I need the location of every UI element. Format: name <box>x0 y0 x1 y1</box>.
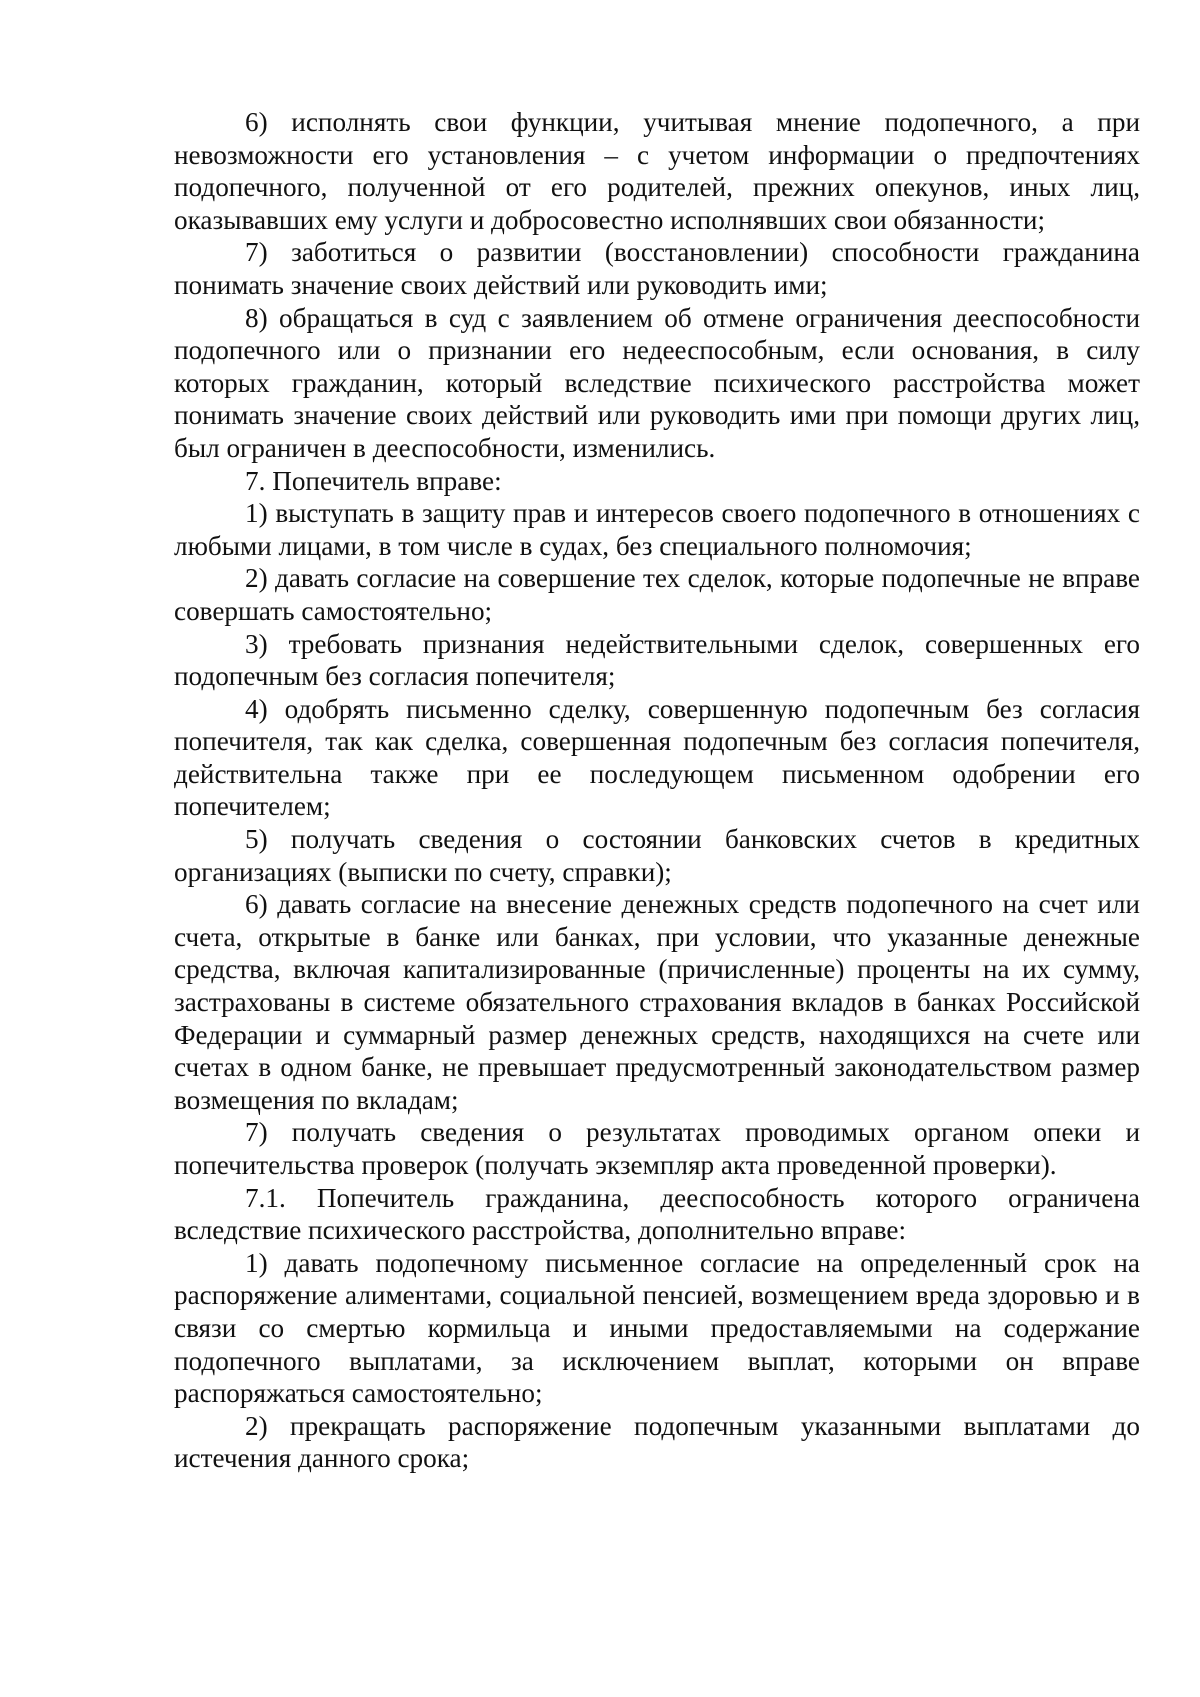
paragraph-7-item-3: 3) требовать признания недействительными сделок, совершенных его подопечным без согласия попечителя; <box>174 628 1140 692</box>
paragraph-7-item-5: 5) получать сведения о состоянии банковских счетов в кредитных организациях (выписки по счету, справки); <box>174 824 1140 887</box>
paragraph-item-7: 7) заботиться о развитии (восстановлении) способности гражданина понимать значение своих действий или руководить ими; <box>174 237 1140 300</box>
section-heading-7: 7. Попечитель вправе: <box>245 465 502 496</box>
paragraph-7-item-4: 4) одобрять письменно сделку, совершенную подопечным без согласия попечителя, так как сделка, совершенная подопечным без согласия попечителя, действительна также при ее последующем письменном одобрении его попечителем; <box>174 693 1140 822</box>
paragraph-7-item-6: 6) давать согласие на внесение денежных средств подопечного на счет или счета, открытые в банке или банках, при условии, что указанные денежные средства, включая капитализированные (причисленные) проценты на их сумму, застрахованы в системе обязательного страхования вкладов в банках Российской Федерации и суммарный размер денежных средств, находящихся на счете или счетах в одном банке, не превышает предусмотренный законодательством размер возмещения по вкладам; <box>174 889 1140 1115</box>
document-page <box>174 106 1140 1475</box>
paragraph-7-item-2: 2) давать согласие на совершение тех сделок, которые подопечные не вправе совершать самостоятельно; <box>174 563 1140 626</box>
section-heading-7-1: 7.1. Попечитель гражданина, дееспособность которого ограничена вследствие психического расстройства, дополнительно вправе: <box>174 1182 1140 1246</box>
paragraph-item-8: 8) обращаться в суд с заявлением об отмене ограничения дееспособности подопечного или о признании его недееспособным, если основания, в силу которых гражданин, который вследствие психического расстройства может понимать значение своих действий или руководить ими при помощи других лиц, был ограничен в дееспособности, изменились. <box>174 302 1140 463</box>
paragraph-7-item-7: 7) получать сведения о результатах проводимых органом опеки и попечительства проверок (получать экземпляр акта проведенной проверки). <box>174 1117 1140 1180</box>
paragraph-7-item-1: 1) выступать в защиту прав и интересов своего подопечного в отношениях с любыми лицами, в том числе в судах, без специального полномочия; <box>174 498 1140 561</box>
paragraph-item-6: 6) исполнять свои функции, учитывая мнение подопечного, а при невозможности его установления – с учетом информации о предпочтениях подопечного, полученной от его родителей, прежних опекунов, иных лиц, оказывавших ему услуги и добросовестно исполнявших свои обязанности; <box>174 107 1140 235</box>
paragraph-7-1-item-2: 2) прекращать распоряжение подопечным указанными выплатами до истечения данного срока; <box>174 1410 1140 1474</box>
paragraph-7-1-item-1: 1) давать подопечному письменное согласие на определенный срок на распоряжение алиментами, социальной пенсией, возмещением вреда здоровью и в связи со смертью кормильца и иными предоставляемыми на содержание подопечного выплатами, за исключением выплат, которыми он вправе распоряжаться самостоятельно; <box>174 1247 1140 1409</box>
